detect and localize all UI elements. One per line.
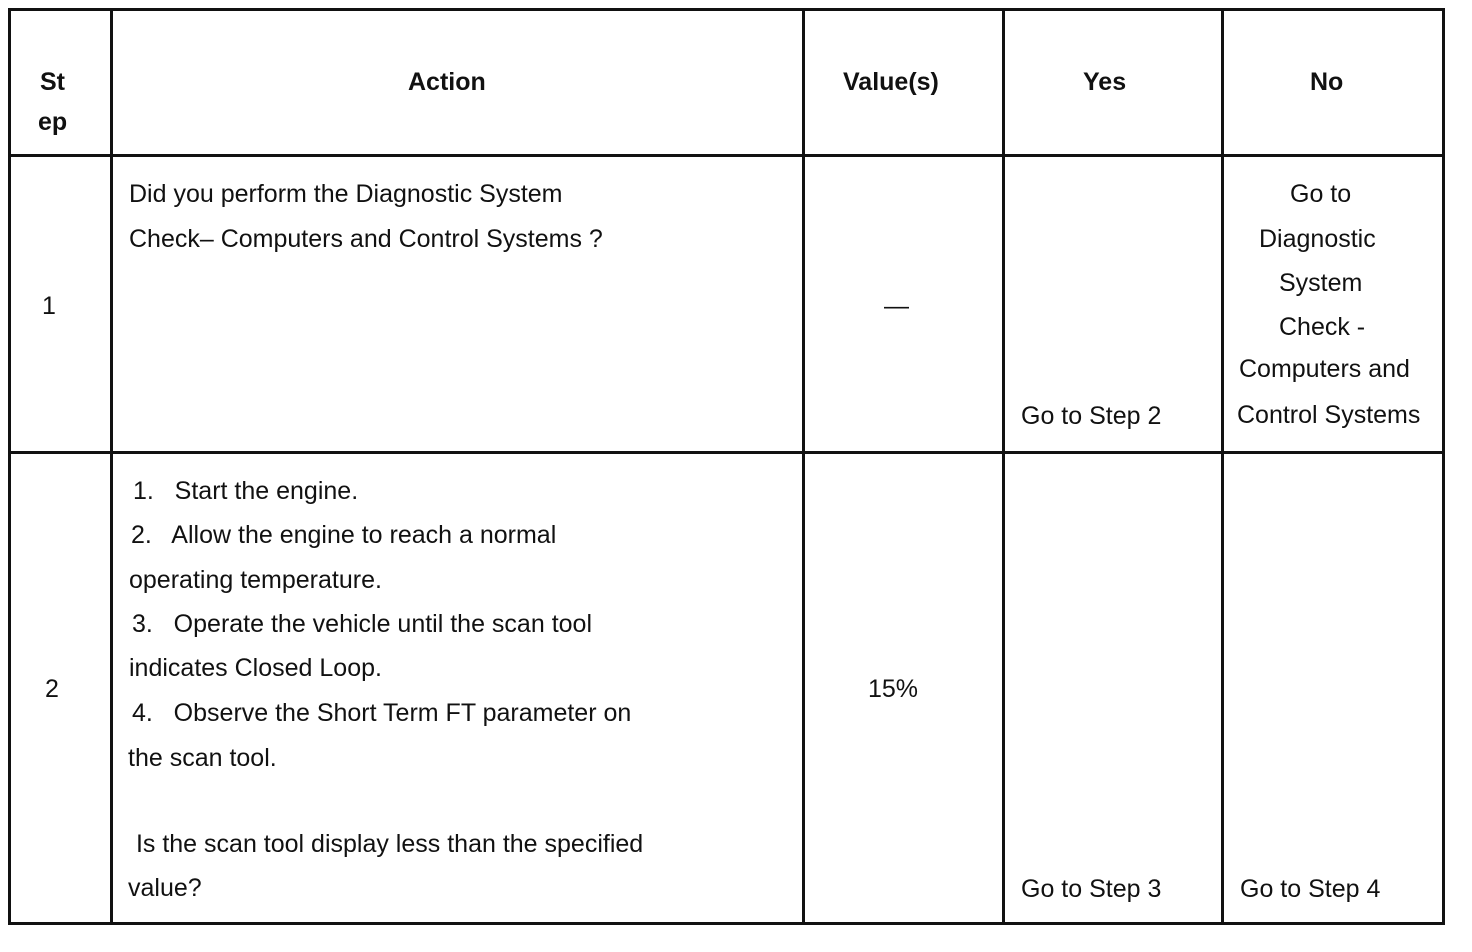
row2-action-line: 3. Operate the vehicle until the scan tool — [132, 610, 592, 638]
header-step-line2: ep — [38, 108, 68, 136]
row1-no-line: Go to — [1290, 180, 1352, 208]
row2-yes: Go to Step 3 — [1021, 875, 1162, 903]
header-divider — [8, 154, 1445, 157]
row2-no: Go to Step 4 — [1240, 875, 1381, 903]
row1-action-line: Did you perform the Diagnostic System — [129, 180, 563, 208]
row1-yes: Go to Step 2 — [1021, 402, 1162, 430]
row2-action-line: Is the scan tool display less than the specified — [129, 830, 644, 858]
row1-value: — — [884, 292, 909, 320]
header-yes: Yes — [1083, 68, 1127, 96]
header-action: Action — [408, 68, 486, 96]
row1-action-line: Check– Computers and Control Systems ? — [129, 225, 603, 253]
row1-no-line: Check - — [1279, 313, 1366, 341]
row-divider — [8, 451, 1445, 454]
column-divider-values — [1002, 8, 1005, 925]
row2-step: 2 — [45, 675, 59, 703]
row2-action-line: the scan tool. — [128, 744, 277, 772]
header-step-line1: St — [40, 68, 65, 96]
row2-action-line: 1. Start the engine. — [133, 477, 359, 505]
row2-action-line: value? — [128, 874, 202, 902]
column-divider-step — [110, 8, 113, 925]
row1-no-line: Control Systems — [1237, 401, 1421, 429]
header-no: No — [1310, 68, 1344, 96]
row2-action-line: 4. Observe the Short Term FT parameter on — [132, 699, 632, 727]
table-border-left — [8, 8, 11, 925]
column-divider-yes — [1221, 8, 1224, 925]
header-values: Value(s) — [843, 68, 939, 96]
row1-no-line: Diagnostic — [1259, 225, 1376, 253]
table-border-bottom — [8, 922, 1445, 925]
row2-action-line: operating temperature. — [129, 566, 382, 594]
row2-action-line: 2. Allow the engine to reach a normal — [131, 521, 557, 549]
row1-no-line: Computers and — [1239, 355, 1410, 383]
row2-value: 15% — [868, 675, 919, 703]
row2-action-line: indicates Closed Loop. — [129, 654, 382, 682]
table-border-top — [8, 8, 1445, 11]
row1-step: 1 — [42, 292, 56, 320]
row1-no-line: System — [1279, 269, 1363, 297]
column-divider-action — [802, 8, 805, 925]
table-border-right — [1442, 8, 1445, 925]
